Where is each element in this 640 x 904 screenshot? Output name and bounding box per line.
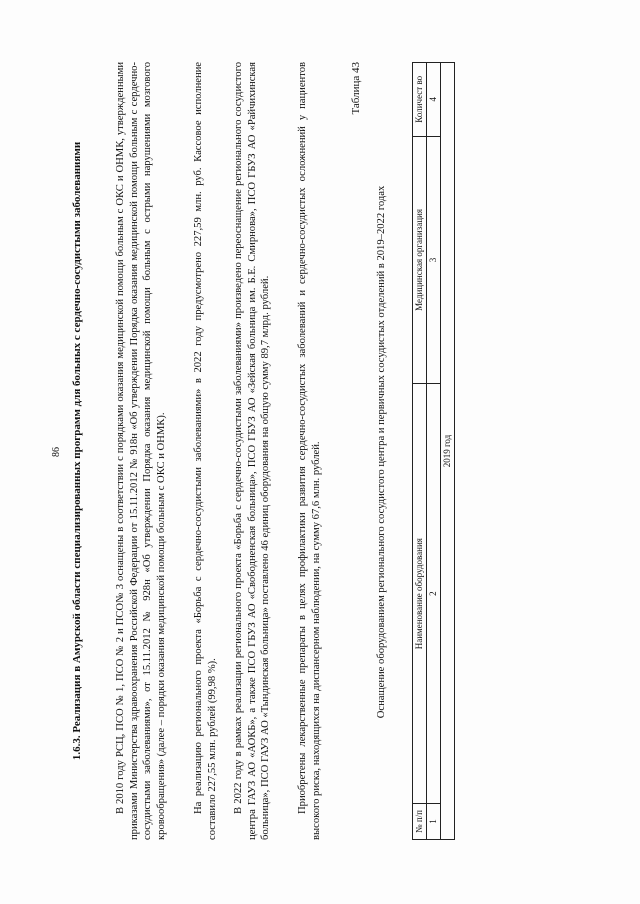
paragraph-2: На реализацию регионального проекта «Борьба с сердечно-сосудистыми заболеваниями» в 2022 году предусмотрено 227,59 млн. руб. Кассовое исполнение составило 227,55 млн. рублей (99,98 %). bbox=[193, 62, 218, 840]
table-header-row bbox=[413, 63, 427, 840]
paragraph-4: Приобретены лекарственные препараты в целях профилактики развития сердечно-сосудистых заболеваний и сердечно-сосудистых осложнений у пациентов высокого риска, находящихся на диспансерном наблюдении, на сумму 67,6 млн. рублей. bbox=[297, 62, 322, 840]
page-number: 86 bbox=[51, 447, 62, 457]
table-index-row bbox=[427, 63, 441, 840]
paragraph-1: В 2010 году РСЦ, ПСО № 1, ПСО № 2 и ПСО№ 3 оснащены в соответствии с порядками оказания медицинской помощи больным с ОКС и ОНМК, утвержденными приказами Министерства здравоохранения Российской Федерации от 15.11.2012 № 918н «Об утверждении Порядка оказания медицинской помощи больным с сердечно-сосудистыми заболеваниями», от 15.11.2012 № 928н «Об утверждении Порядка оказания медицинской помощи больным с острыми нарушениями мозгового кровообращения» (далее – порядки оказания медицинской помощи больным с ОКС и ОНМК). bbox=[115, 62, 167, 840]
rotated-sheet bbox=[40, 22, 600, 882]
group-year-cell: 2019 год bbox=[441, 63, 455, 840]
table-label: Таблица 43 bbox=[350, 62, 362, 115]
header-quantity: Количест во bbox=[413, 63, 427, 137]
index-cell: 4 bbox=[427, 63, 441, 137]
header-organization: Медицинская организация bbox=[413, 136, 427, 384]
table-caption: Оснащение оборудованием регионального сосудистого центра и первичных сосудистых отделений в 2019–2022 годах bbox=[376, 185, 387, 719]
header-number: № п/п bbox=[413, 804, 427, 840]
section-heading: 1.6.3. Реализация в Амурской области специализированных программ для больных с сердечно-сосудистыми заболеваниями bbox=[71, 141, 83, 761]
index-cell: 1 bbox=[427, 804, 441, 840]
header-equipment: Наименование оборудования bbox=[413, 384, 427, 804]
index-cell: 2 bbox=[427, 384, 441, 804]
index-cell: 3 bbox=[427, 136, 441, 384]
table-group-row bbox=[441, 63, 455, 840]
paragraph-3: В 2022 году в рамках реализации регионального проекта «Борьба с сердечно-сосудистыми заболеваниями» произведено переоснащение регионального сосудистого центра ГАУЗ АО «АОКБ», а также ПСО ГБУЗ АО «Свободненская больница», ПСО ГБУЗ АО «Зейская больница им. Б.Е. Смирнова», ПСО ГБУЗ АО «Райчихинская больница», ПСО ГАУЗ АО «Тындинская больница» поставлено 46 единиц оборудования на общую сумму 89,7 млрд. рублей. bbox=[233, 62, 272, 840]
equipment-table bbox=[412, 62, 455, 840]
